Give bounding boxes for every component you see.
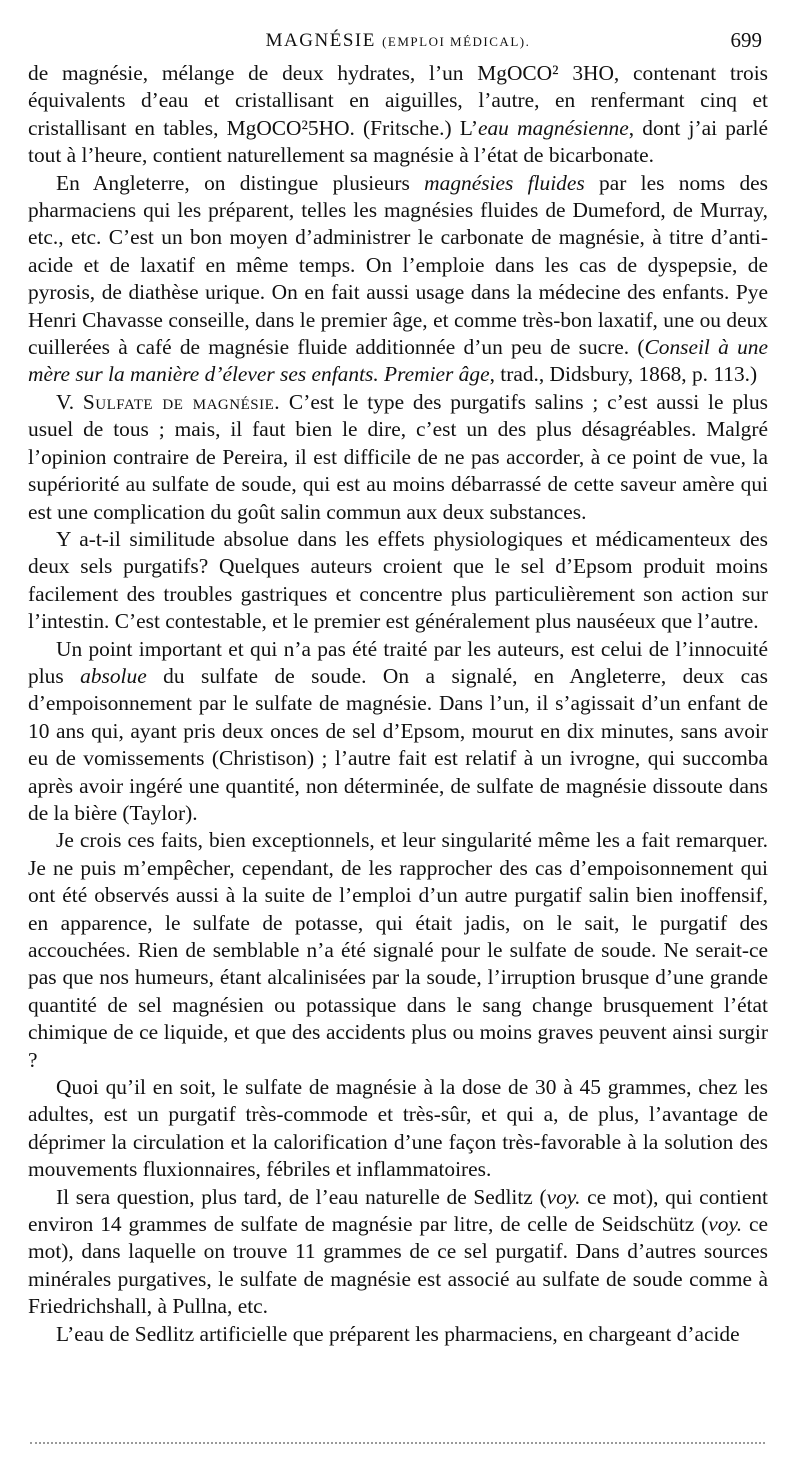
text-run: V. (56, 389, 83, 414)
text-run: En Angleterre, on distingue plusieurs (56, 170, 425, 195)
text-run: C’est le type des purgatifs salins ; c’est aussi le plus usuel de tous ; mais, il faut bien le dire, c’est un des plus désagréables. Malgré l’opinion contraire de Pereira, il est difficile de ne pas accorder, à ce point de vue, la supériorité au sulfate de soude, qui est au moins débarrassé de cette saveur amère qui est une complication du goût salin commun aux deux substances. (28, 389, 768, 524)
paragraph (28, 1321, 768, 1348)
italic-text: magnésies fluides (424, 170, 585, 195)
paragraph (28, 60, 768, 170)
body-text (28, 60, 768, 1348)
text-run: de magnésie, mélange de deux hydrates, l’un MgOCO² 3HO, contenant trois équivalents d’eau et cristallisant en aiguilles, l’autre, en renfermant cinq et cristallisant en tables, MgOCO²5HO. (Fritsche.) L’ (28, 61, 768, 140)
page (28, 26, 768, 1348)
footer-dotted-rule (30, 1442, 765, 1444)
paragraph (28, 389, 768, 526)
running-title (28, 30, 768, 52)
text-run: du sulfate de soude. On a signalé, en Angleterre, deux cas d’empoisonnement par le sulfate de magnésie. Dans l’un, il s’agissait d’un enfant de 10 ans qui, ayant pris deux onces de sel d’Epsom, mourut en dix minutes, sans avoir eu de vomissements (Christison) ; l’autre fait est relatif à un ivrogne, qui succomba après avoir ingéré une quantité, non déterminée, de sulfate de magnésie dissoute dans de la bière (Taylor). (28, 663, 768, 825)
italic-text: eau magnésienne (477, 115, 629, 140)
text-run: Je crois ces faits, bien exceptionnels, et leur singularité même les a fait remarquer. Je ne puis m’empêcher, cependant, de les rapprocher des cas d’empoisonnement qui ont été observés aussi à la suite de l’emploi d’un autre purgatif salin bien inoffensif, en apparence, le sulfate de potasse, qui était jadis, on le sait, le purgatif des accouchées. Rien de semblable n’a été signalé pour le sulfate de soude. Ne serait-ce pas que nos humeurs, étant alcalinisées par la soude, l’irruption brusque d’une grande quantité de sel magnésien ou potassique dans le sang change brusquement l’état chimique de ce liquide, et que des accidents plus ou moins graves peuvent ainsi surgir ? (28, 828, 768, 1072)
text-run: , dont j’ai parlé tout à l’heure, contient naturellement sa magnésie à l’état de bicarbonate. (28, 115, 768, 168)
italic-text: absolue (80, 663, 147, 688)
text-run: Il sera question, plus tard, de l’eau naturelle de Sedlitz ( (56, 1184, 547, 1209)
paragraph (28, 170, 768, 389)
paragraph (28, 526, 768, 636)
italic-text: voy. (708, 1212, 743, 1237)
text-run: , trad., Didsbury, 1868, p. 113.) (489, 362, 758, 387)
header-title: MAGNÉSIE (265, 30, 376, 51)
header-subtitle: (EMPLOI MÉDICAL). (382, 34, 531, 49)
text-run: par les noms des pharmaciens qui les préparent, telles les magnésies fluides de Dumeford, de Murray, etc., etc. C’est un bon moyen d’administrer le carbonate de magnésie, à titre d’anti-acide et de laxatif en même temps. On l’emploie dans les cas de dyspepsie, de pyrosis, de diathèse urique. On en fait aussi usage dans la médecine des enfants. Pye Henri Chavasse conseille, dans le premier âge, et comme très-bon laxatif, une ou deux cuillerées à café de magnésie fluide additionnée d’un peu de sucre. ( (28, 170, 768, 360)
paragraph (28, 636, 768, 828)
text-run: ce mot), dans laquelle on trouve 11 grammes de ce sel purgatif. Dans d’autres sources minérales purgatives, le sulfate de magnésie est associé au sulfate de soude comme à Friedrichshall, à Pullna, etc. (28, 1212, 768, 1319)
text-run: Un point important et qui n’a pas été traité par les auteurs, est celui de l’innocuité plus (28, 636, 768, 688)
text-run: Y a-t-il similitude absolue dans les effets physiologiques et médicamenteux des deux sels purgatifs? Quelques auteurs croient que le sel d’Epsom produit moins facilement des troubles gastriques et concentre plus particulièrement son action sur l’intestin. C’est contestable, et le premier est généralement plus nauséeux que l’autre. (28, 526, 768, 634)
page-number: 699 (730, 28, 762, 52)
text-run: L’eau de Sedlitz artificielle que préparent les pharmaciens, en chargeant d’acide (56, 1321, 740, 1346)
paragraph (28, 1184, 768, 1321)
paragraph (28, 827, 768, 1074)
text-run: ce mot), qui contient environ 14 grammes de sulfate de magnésie par litre, de celle de Seidschütz ( (28, 1184, 769, 1237)
paragraph (28, 1074, 768, 1184)
italic-text: Conseil à une mère sur la manière d’élever ses enfants. Premier âge (28, 335, 768, 387)
running-head (28, 26, 768, 60)
italic-text: voy. (546, 1184, 581, 1209)
text-run: Quoi qu’il en soit, le sulfate de magnésie à la dose de 30 à 45 grammes, chez les adultes, est un purgatif très-commode et très-sûr, et qui a, de plus, l’avantage de déprimer la circulation et la calorification d’une façon très-favorable à la solution des mouvements fluxionnaires, fébriles et inflammatoires. (28, 1075, 768, 1182)
section-heading: Sulfate de magnésie. (82, 389, 281, 414)
